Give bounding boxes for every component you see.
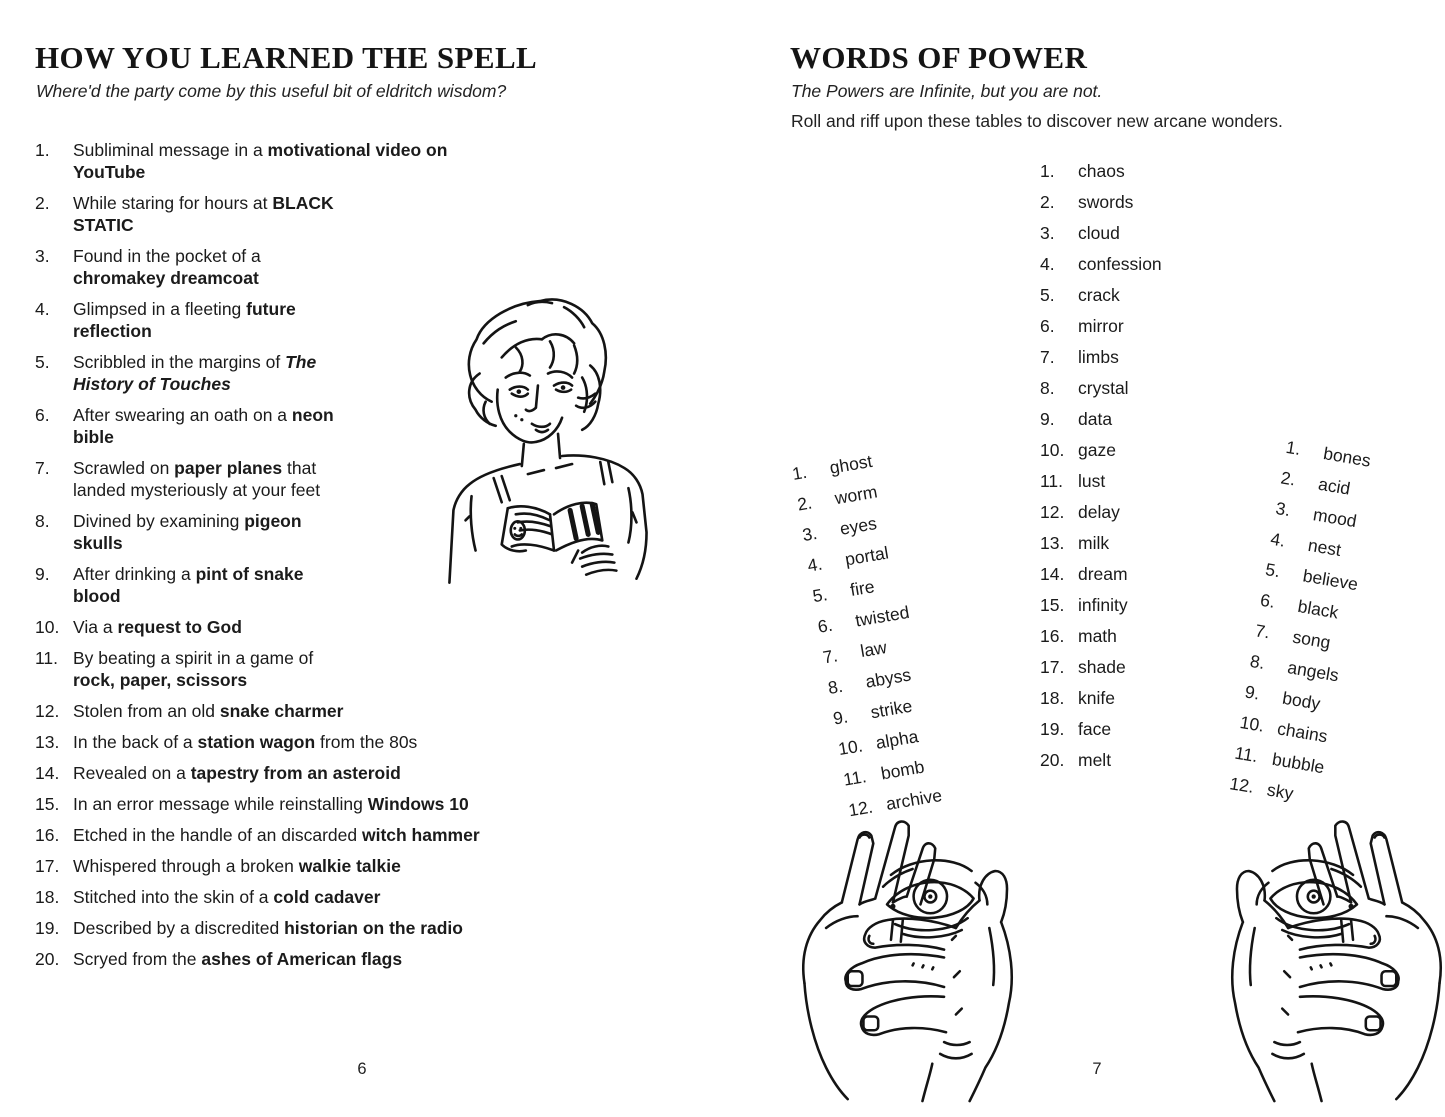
reader-illustration (428, 281, 676, 633)
list-item-number: 12. (846, 796, 875, 821)
page-title: HOW YOU LEARNED THE SPELL (35, 40, 538, 75)
list-item-number: 14. (35, 763, 60, 783)
list-item-number: 1. (1040, 161, 1055, 181)
list-item-number: 1. (1284, 436, 1303, 459)
list-item (1040, 718, 1260, 740)
list-item-number: 12. (1228, 773, 1256, 797)
list-item-text: neon (291, 405, 334, 425)
list-item-number: 15. (1040, 595, 1065, 615)
list-item-number: 8. (1040, 378, 1055, 398)
list-item-number: 12. (35, 701, 60, 721)
list-item-text: By beating a spirit in a game of (73, 648, 314, 668)
list-item-text: Found in the pocket of a (73, 246, 261, 266)
list-item-text: BLACK (272, 193, 334, 213)
list-item-text: bones (1321, 443, 1373, 471)
list-item (1040, 439, 1260, 461)
list-item-text: Subliminal message in a (73, 140, 268, 160)
list-item-text: limbs (1078, 347, 1119, 367)
list-item (35, 917, 540, 939)
list-item-text: bubble (1270, 748, 1326, 778)
list-item-text: witch hammer (361, 825, 480, 845)
list-item-number: 2. (1279, 467, 1298, 490)
list-item-text: portal (843, 542, 890, 570)
list-item-text: historian on the radio (284, 918, 463, 938)
list-item (1040, 656, 1260, 678)
list-item-number: 7. (1040, 347, 1055, 367)
list-item-text: Stitched into the skin of a (73, 887, 274, 907)
list-item (35, 793, 540, 815)
list-item-text: chaos (1078, 161, 1125, 181)
list-item (1040, 625, 1260, 647)
list-item-number: 9. (831, 706, 850, 729)
list-item-text: archive (884, 784, 944, 815)
list-item-text: Etched in the handle of an discarded (73, 825, 362, 845)
list-item-text: Described by a discredited (73, 918, 285, 938)
list-item-text: Revealed on a (73, 763, 191, 783)
list-item-text: landed mysteriously at your feet (73, 480, 321, 500)
list-item-text: Scrawled on (73, 458, 175, 478)
list-item-text: crystal (1078, 378, 1129, 398)
list-item-number: 5. (1040, 285, 1055, 305)
list-item-number: 11. (841, 766, 868, 790)
list-item-text: knife (1078, 688, 1115, 708)
list-item-text: pint of snake (195, 564, 304, 584)
list-item-number: 6. (35, 405, 50, 425)
list-item-number: 3. (1274, 497, 1292, 521)
list-item-number: 7. (1253, 620, 1272, 643)
list-item-text: swords (1078, 192, 1134, 212)
list-item-text: Glimpsed in a fleeting (73, 299, 247, 319)
list-item-text: snake charmer (219, 701, 344, 721)
list-item-number: 4. (806, 553, 824, 576)
list-item-number: 6. (1258, 589, 1277, 612)
list-item-number: 4. (1269, 528, 1287, 551)
list-item-number: 5. (1263, 559, 1282, 582)
list-item-number: 8. (35, 511, 50, 531)
list-item-text: paper planes (174, 458, 283, 478)
page-intro: Roll and riff upon these tables to discover new arcane wonders. (791, 111, 1283, 131)
list-item-number: 8. (826, 675, 845, 698)
list-item-text: crack (1078, 285, 1120, 305)
list-item-text: skulls (73, 533, 123, 553)
list-item-text: math (1078, 626, 1117, 646)
list-item-text: Scryed from the (73, 949, 202, 969)
right-page (790, 0, 1445, 1117)
list-item-text: After swearing an oath on a (73, 405, 292, 425)
list-item (35, 886, 540, 908)
list-item (1040, 315, 1260, 337)
list-item-number: 17. (1040, 657, 1065, 677)
list-item-text: The (285, 352, 317, 372)
list-item-text: alpha (874, 726, 920, 753)
list-item (1040, 191, 1260, 213)
page-number: 6 (357, 1060, 367, 1078)
list-item-number: 10. (1238, 712, 1266, 736)
list-item-text: tapestry from an asteroid (190, 763, 401, 783)
list-item (35, 824, 540, 846)
list-item-number: 13. (35, 732, 60, 752)
list-item-number: 18. (35, 887, 60, 907)
list-item-text: twisted (853, 601, 911, 631)
words-of-power-tilted-list-left (791, 434, 1028, 830)
list-item-text: strike (869, 695, 914, 723)
list-item-number: 10. (836, 735, 865, 760)
list-item-number: 20. (1040, 750, 1065, 770)
hands-eye-illustration-left (790, 810, 1108, 1105)
list-item-text: mood (1311, 504, 1359, 532)
list-item (1040, 749, 1260, 771)
list-item-text: worm (833, 481, 879, 509)
list-item-text: that (282, 458, 317, 478)
list-item-number: 3. (800, 522, 819, 546)
page-subtitle: The Powers are Infinite, but you are not. (791, 81, 1103, 101)
list-item-text: cold cadaver (273, 887, 381, 907)
hands-eye-illustration-right (1136, 810, 1445, 1105)
list-item (1040, 346, 1260, 368)
list-item (35, 139, 540, 183)
list-item-text: gaze (1078, 440, 1116, 460)
list-item-text: Windows 10 (367, 794, 469, 814)
list-item-number: 19. (35, 918, 60, 938)
list-item-text: bomb (879, 756, 926, 784)
list-item (35, 731, 540, 753)
list-item-text: sky (1265, 779, 1295, 804)
list-item-number: 2. (1040, 192, 1055, 212)
list-item-number: 5. (811, 584, 829, 607)
words-of-power-main-list (1040, 160, 1260, 780)
list-item-text: eyes (838, 513, 879, 539)
list-item-text: delay (1078, 502, 1120, 522)
list-item-text: nest (1306, 534, 1343, 561)
page-number: 7 (1092, 1060, 1102, 1078)
list-item-number: 7. (35, 458, 50, 478)
list-item-number: 4. (35, 299, 50, 319)
list-item-text: chromakey dreamcoat (73, 268, 259, 288)
list-item-text: black (1296, 595, 1340, 623)
list-item-number: 9. (1040, 409, 1055, 429)
list-item-text: infinity (1078, 595, 1128, 615)
list-item (35, 948, 540, 970)
list-item (1040, 501, 1260, 523)
list-item (35, 192, 540, 236)
list-item (35, 700, 540, 722)
list-item-text: station wagon (197, 732, 316, 752)
list-item-number: 3. (1040, 223, 1055, 243)
list-item-number: 19. (1040, 719, 1065, 739)
list-item-text: Scribbled in the margins of (73, 352, 286, 372)
list-item-text: future (246, 299, 296, 319)
list-item-number: 11. (1040, 471, 1064, 491)
list-item-text: song (1291, 626, 1332, 653)
list-item-text: confession (1078, 254, 1162, 274)
list-item (1040, 687, 1260, 709)
list-item-text: body (1281, 687, 1322, 714)
list-item-number: 6. (816, 614, 834, 637)
list-item-text: lust (1078, 471, 1106, 491)
list-item (35, 762, 540, 784)
list-item-number: 16. (1040, 626, 1065, 646)
list-item-number: 20. (35, 949, 60, 969)
list-item (1040, 532, 1260, 554)
list-item-number: 4. (1040, 254, 1055, 274)
list-item-text: bible (73, 427, 114, 447)
list-item (1040, 284, 1260, 306)
list-item (1040, 160, 1260, 182)
list-item-text: After drinking a (73, 564, 196, 584)
list-item-text: melt (1078, 750, 1112, 770)
list-item-number: 8. (1248, 650, 1267, 674)
list-item-text: mirror (1078, 316, 1124, 336)
list-item-text: motivational video on (267, 140, 448, 160)
list-item-number: 15. (35, 794, 60, 814)
list-item (35, 855, 540, 877)
list-item-number: 6. (1040, 316, 1055, 336)
list-item-text: face (1078, 719, 1112, 739)
list-item (1040, 253, 1260, 275)
list-item-text: Stolen from an old (73, 701, 220, 721)
list-item (1040, 222, 1260, 244)
list-item-text: from the 80s (315, 732, 418, 752)
list-item-text: abyss (863, 664, 913, 692)
list-item (1040, 594, 1260, 616)
list-item-number: 14. (1040, 564, 1065, 584)
list-item-text: While staring for hours at (73, 193, 273, 213)
list-item-text: request to God (117, 617, 242, 637)
list-item-text: acid (1316, 473, 1352, 499)
list-item-text: data (1078, 409, 1113, 429)
list-item-number: 13. (1040, 533, 1065, 553)
list-item-text: shade (1078, 657, 1126, 677)
list-item-text: In an error message while reinstalling (73, 794, 368, 814)
list-item-number: 10. (35, 617, 60, 637)
list-item-text: believe (1301, 565, 1360, 595)
list-item-text: walkie talkie (298, 856, 401, 876)
list-item-number: 10. (1040, 440, 1065, 460)
list-item (1040, 408, 1260, 430)
list-item-number: 3. (35, 246, 50, 266)
list-item (35, 647, 540, 691)
list-item-number: 16. (35, 825, 60, 845)
list-item-text: STATIC (73, 215, 134, 235)
list-item-text: reflection (73, 321, 152, 341)
list-item-number: 7. (821, 645, 840, 668)
list-item-text: rock, paper, scissors (73, 670, 248, 690)
list-item-number: 2. (35, 193, 50, 213)
list-item-number: 5. (35, 352, 50, 372)
page-subtitle: Where'd the party come by this useful bit of eldritch wisdom? (36, 81, 507, 101)
list-item-text: Via a (73, 617, 118, 637)
list-item-number: 9. (1243, 681, 1262, 704)
list-item-text: fire (848, 576, 876, 600)
list-item-text: pigeon (244, 511, 302, 531)
list-item-text: dream (1078, 564, 1128, 584)
list-item-text: blood (73, 586, 121, 606)
list-item-number: 17. (35, 856, 60, 876)
list-item-text: law (858, 637, 889, 662)
list-item (1040, 563, 1260, 585)
list-item-text: History of Touches (73, 374, 231, 394)
list-item-number: 12. (1040, 502, 1065, 522)
page-title: WORDS OF POWER (790, 40, 1088, 75)
list-item-text: ghost (828, 450, 874, 478)
list-item-text: angels (1286, 657, 1341, 686)
list-item-number: 11. (35, 648, 59, 668)
list-item-number: 1. (790, 461, 809, 484)
list-item (1040, 470, 1260, 492)
list-item-text: Divined by examining (73, 511, 245, 531)
list-item-text: In the back of a (73, 732, 198, 752)
list-item-number: 2. (795, 492, 814, 515)
list-item-text: milk (1078, 533, 1110, 553)
list-item-text: chains (1275, 718, 1330, 747)
list-item-number: 18. (1040, 688, 1065, 708)
list-item-text: ashes of American flags (201, 949, 403, 969)
list-item-text: YouTube (73, 162, 146, 182)
list-item-number: 11. (1233, 742, 1260, 767)
list-item (1040, 377, 1260, 399)
list-item-text: cloud (1078, 223, 1120, 243)
list-item-text: Whispered through a broken (73, 856, 299, 876)
list-item-number: 1. (35, 140, 50, 160)
list-item-number: 9. (35, 564, 50, 584)
